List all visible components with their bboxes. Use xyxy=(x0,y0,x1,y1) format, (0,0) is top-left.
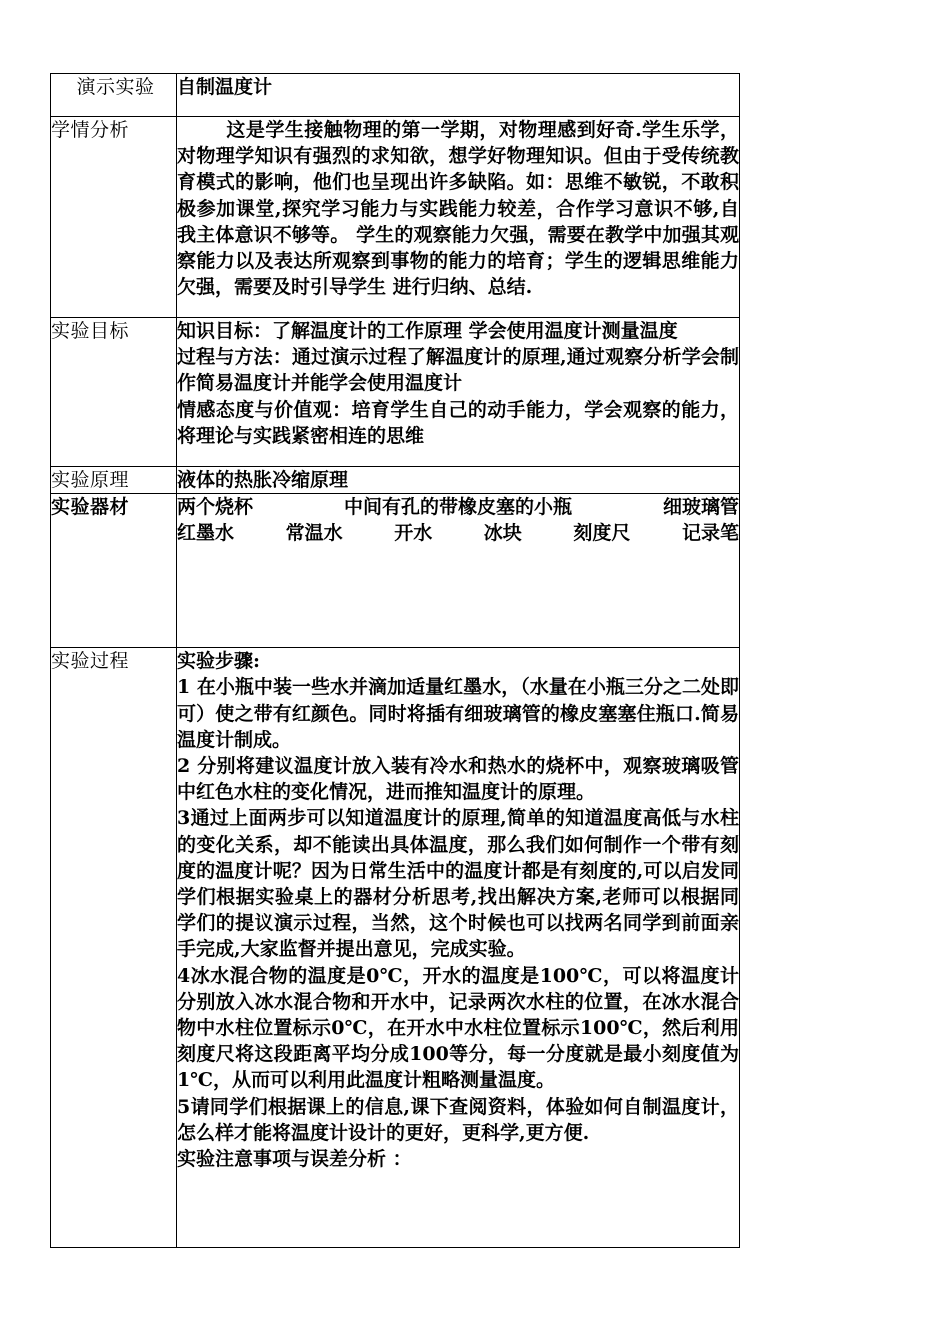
label-principle: 实验原理 xyxy=(51,467,177,494)
row-situation xyxy=(51,117,740,318)
label-process: 实验过程 xyxy=(51,648,177,1248)
goal-knowledge: 知识目标：了解温度计的工作原理 学会使用温度计测量温度 xyxy=(177,320,678,342)
row-demo xyxy=(51,74,740,117)
process-step-2: 2 分别将建议温度计放入装有冷水和热水的烧杯中，观察玻璃吸管中红色水柱的变化情况，进而推知温度计的原理。 xyxy=(177,755,739,804)
label-situation: 学情分析 xyxy=(51,117,177,318)
process-step-4: 4冰水混合物的温度是0℃，开水的温度是100℃，可以将温度计分别放入冰水混合物和开水中，记录两次水柱的位置，在冰水混合物中水柱位置标示0℃，在开水中水柱位置标示100℃，然后利用刻度尺将这段距离平均分成100等分，每一分度就是最小刻度值为1℃，从而可以利用此温度计粗略测量温度。 xyxy=(177,964,739,1092)
process-step-3: 3通过上面两步可以知道温度计的原理,简单的知道温度高低与水柱的变化关系，却不能读出具体温度，那么我们如何制作一个带有刻度的温度计呢？因为日常生活中的温度计都是有刻度的,可以启发同学们根据实验桌上的器材分析思考,找出解决方案,老师可以根据同学们的提议演示过程，当然，这个时候也可以找两名同学到前面亲手完成,大家监督并提出意见，完成实验。 xyxy=(177,807,739,961)
content-process-cell xyxy=(177,648,740,1248)
content-situation: 这是学生接触物理的第一学期，对物理感到好奇.学生乐学，对物理学知识有强烈的求知欲，想学好物理知识。但由于受传统教育模式的影响，他们也呈现出许多缺陷。如：思维不敏锐，不敢积极参加课堂,探究学习能力与实践能力较差，合作学习意识不够,自我主体意识不够等。 学生的观察能力欠强，需要在教学中加强其观察能力以及表达所观察到事物的能力的培育；学生的逻辑思维能力欠强，需要及时引导学生 进行归纳、总结. xyxy=(177,119,739,299)
equipment-item: 两个烧杯 xyxy=(177,496,254,519)
equipment-item: 红墨水 xyxy=(177,522,235,545)
row-equipment xyxy=(51,494,740,648)
equipment-item: 开水 xyxy=(394,522,433,545)
equipment-item: 细玻璃管 xyxy=(662,496,739,519)
process-step-5: 5请同学们根据课上的信息,课下查阅资料，体验如何自制温度计，怎么样才能将温度计设计的更好，更科学,更方便. xyxy=(177,1095,739,1144)
process-notes: 实验注意事项与误差分析 ： xyxy=(177,1148,412,1171)
process-heading: 实验步骤: xyxy=(177,650,261,673)
label-goals: 实验目标 xyxy=(51,318,177,467)
content-goals-cell xyxy=(177,318,740,467)
content-demo: 自制温度计 xyxy=(177,74,740,117)
equipment-row-1 xyxy=(177,494,739,520)
row-process xyxy=(51,648,740,1248)
equipment-item: 中间有孔的带橡皮塞的小瓶 xyxy=(343,496,572,519)
goal-emotion: 情感态度与价值观：培育学生自己的动手能力，学会观察的能力，将理论与实践紧密相连的思维 xyxy=(177,398,739,447)
goal-process: 过程与方法：通过演示过程了解温度计的原理,通过观察分析学会制作简易温度计并能学会使用温度计 xyxy=(177,346,739,395)
equipment-item: 常温水 xyxy=(285,522,343,545)
content-equipment-cell xyxy=(177,494,740,648)
row-principle xyxy=(51,467,740,494)
lesson-table xyxy=(50,73,740,1248)
content-situation-cell xyxy=(177,117,740,318)
equipment-item: 记录笔 xyxy=(681,522,739,545)
label-demo: 演示实验 xyxy=(51,74,177,117)
row-goals xyxy=(51,318,740,467)
equipment-item: 刻度尺 xyxy=(573,522,631,545)
content-principle: 液体的热胀冷缩原理 xyxy=(177,467,740,494)
equipment-row-2 xyxy=(177,520,739,546)
process-step-1: 1 在小瓶中装一些水并滴加适量红墨水，（水量在小瓶三分之二处即可）使之带有红颜色。同时将插有细玻璃管的橡皮塞塞住瓶口.简易温度计制成。 xyxy=(177,676,739,751)
label-equipment: 实验器材 xyxy=(51,494,177,648)
equipment-item: 冰块 xyxy=(483,522,522,545)
